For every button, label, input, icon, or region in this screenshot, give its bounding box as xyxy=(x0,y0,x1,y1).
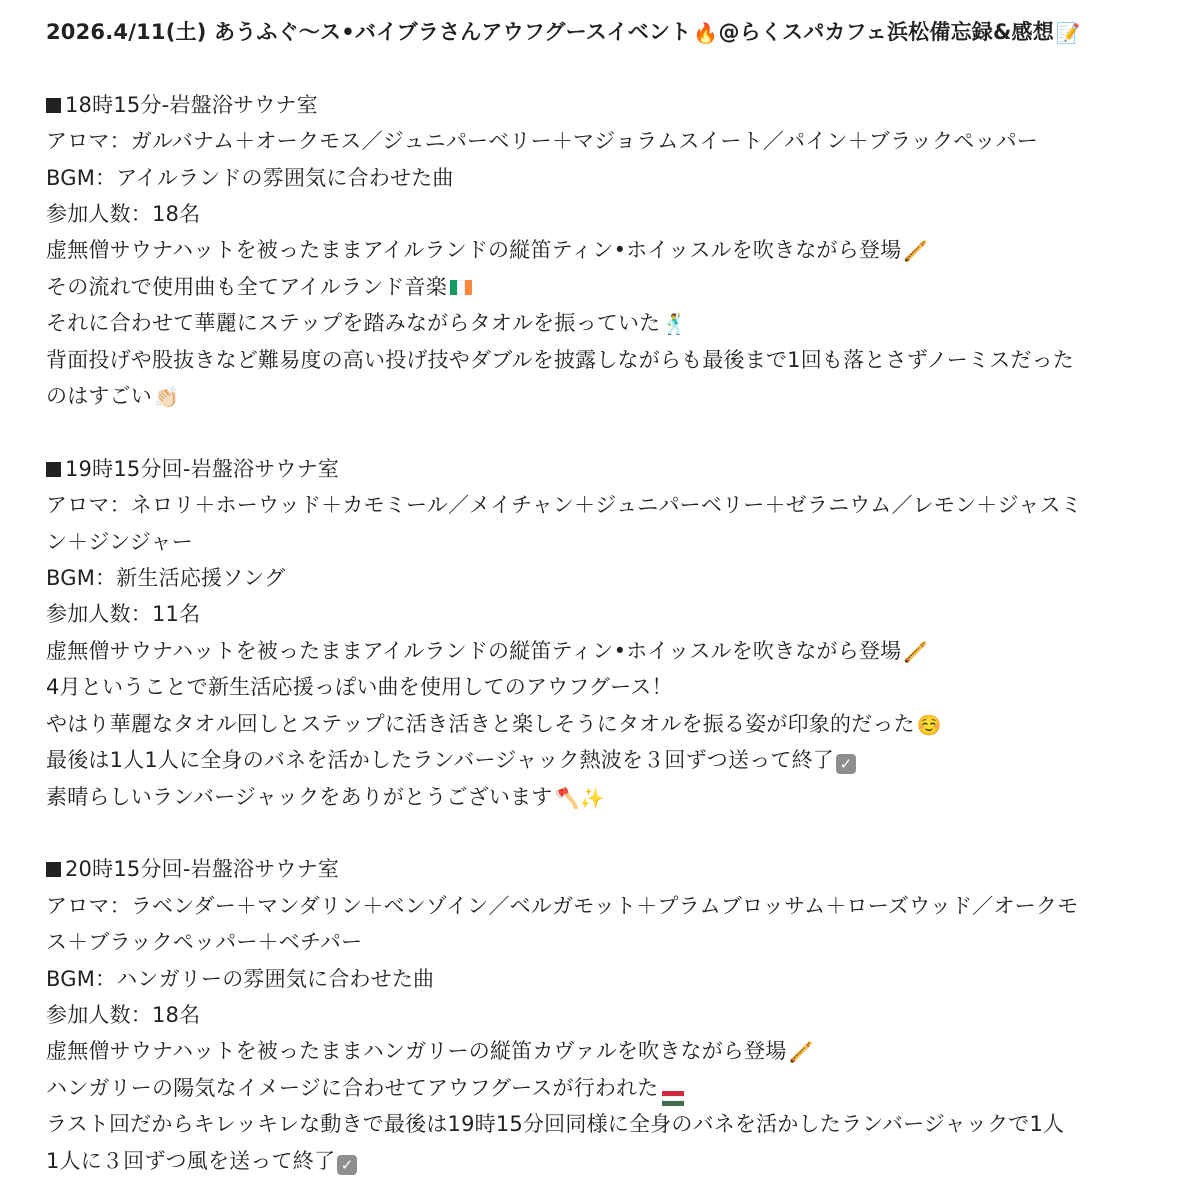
clapping-hands-icon: 👏🏻 xyxy=(154,385,180,410)
session-heading xyxy=(46,851,1141,887)
title-location: @らくスパカフェ浜松備忘録&感想 xyxy=(718,20,1054,44)
session-heading-text: 20時15分回-岩盤浴サウナ室 xyxy=(65,857,340,882)
axe-sparkles-icon: 🪓✨ xyxy=(554,785,605,810)
aroma-line-continued: ス＋ブラックペッパー＋ベチパー xyxy=(46,930,363,955)
body-line: 背面投げや股抜きなど難易度の高い投げ技やダブルを披露しながらも最後まで1回も落とさずノーミスだった xyxy=(46,347,1075,372)
entrance-line xyxy=(46,232,1141,268)
smiling-face-icon: ☺️ xyxy=(916,712,942,737)
body-line xyxy=(46,1070,1141,1106)
document-title xyxy=(46,14,1141,50)
memo-icon: 📝 xyxy=(1055,21,1082,45)
session-heading xyxy=(46,451,1141,487)
body-text: やはり華麗なタオル回しとステップに活き活きと楽しそうにタオルを振る姿が印象的だった xyxy=(46,711,915,736)
blank-line xyxy=(46,414,1141,450)
black-square-icon xyxy=(46,462,61,477)
body-line: ラスト回だからキレッキレな動きで最後は19時15分回同様に全身のバネを活かしたランバージャックで1人 xyxy=(46,1112,1065,1137)
aroma-line: アロマ：ネロリ＋ホーウッド＋カモミール／メイチャン＋ジュニパーベリー＋ゼラニウム／レモン＋ジャスミ xyxy=(46,493,1082,518)
black-square-icon xyxy=(46,862,61,877)
aroma-line: アロマ：ラベンダー＋マンダリン＋ベンゾイン／ベルガモット＋プラムブロッサム＋ローズウッド／オークモ xyxy=(46,893,1079,918)
body-line xyxy=(46,378,1141,414)
participants-line: 参加人数：11名 xyxy=(46,602,201,627)
session-heading-text: 18時15分-岩盤浴サウナ室 xyxy=(65,92,318,117)
body-text: 最後は1人1人に全身のバネを活かしたランバージャック熱波を３回ずつ送って終了 xyxy=(46,748,835,773)
entrance-text: 虚無僧サウナハットを被ったままハンガリーの縦笛カヴァルを吹きながら登場 xyxy=(46,1039,787,1064)
fire-icon: 🔥 xyxy=(693,21,719,45)
body-line xyxy=(46,779,1141,815)
aroma-line-continued: ン＋ジンジャー xyxy=(46,529,193,554)
body-line xyxy=(46,305,1141,341)
flute-icon: 🪈 xyxy=(903,239,929,264)
body-text: 素晴らしいランバージャックをありがとうございます xyxy=(46,784,553,809)
flute-icon: 🪈 xyxy=(788,1040,814,1065)
aroma-line: アロマ：ガルバナム＋オークモス／ジュニパーベリー＋マジョラムスイート／パイン＋ブラックペッパー xyxy=(46,129,1038,154)
bgm-line: BGM：新生活応援ソング xyxy=(46,566,286,591)
entrance-text: 虚無僧サウナハットを被ったままアイルランドの縦笛ティン•ホイッスルを吹きながら登場 xyxy=(46,238,902,263)
check-mark-icon: ✓ xyxy=(337,1155,357,1175)
bgm-line: BGM：ハンガリーの雰囲気に合わせた曲 xyxy=(46,966,435,991)
body-line xyxy=(46,706,1141,742)
entrance-line xyxy=(46,633,1141,669)
entrance-text: 虚無僧サウナハットを被ったままアイルランドの縦笛ティン•ホイッスルを吹きながら登場 xyxy=(46,638,902,663)
body-text: それに合わせて華麗にステップを踏みながらタオルを振っていた xyxy=(46,311,661,336)
participants-line: 参加人数：18名 xyxy=(46,202,201,227)
blank-line xyxy=(46,815,1141,851)
session-19-15 xyxy=(46,451,1141,815)
session-heading-text: 19時15分回-岩盤浴サウナ室 xyxy=(65,456,340,481)
ireland-flag-icon xyxy=(450,280,472,295)
body-line: 4月ということで新生活応援っぽい曲を使用してのアウフグース！ xyxy=(46,675,673,700)
check-mark-icon: ✓ xyxy=(836,754,856,774)
bgm-line: BGM：アイルランドの雰囲気に合わせた曲 xyxy=(46,165,454,190)
blank-line xyxy=(46,50,1141,86)
entrance-line xyxy=(46,1033,1141,1069)
black-square-icon xyxy=(46,98,61,113)
body-text: のはすごい xyxy=(46,384,152,409)
body-line xyxy=(46,1143,1141,1179)
body-line xyxy=(46,269,1141,305)
body-line xyxy=(46,742,1141,778)
dancer-icon: 🕺 xyxy=(662,312,688,337)
session-20-15 xyxy=(46,851,1141,1179)
body-text: 1人に３回ずつ風を送って終了 xyxy=(46,1148,336,1173)
title-text: 2026.4/11(土) あうふぐ〜ス•バイブラさんアウフグースイベント xyxy=(46,20,692,44)
session-heading xyxy=(46,87,1141,123)
body-text: ハンガリーの陽気なイメージに合わせてアウフグースが行われた xyxy=(46,1075,659,1100)
flute-icon: 🪈 xyxy=(903,639,929,664)
session-18-15 xyxy=(46,87,1141,415)
body-text: その流れで使用曲も全てアイルランド音楽 xyxy=(46,274,447,299)
hungary-flag-icon xyxy=(662,1091,684,1106)
participants-line: 参加人数：18名 xyxy=(46,1002,201,1027)
